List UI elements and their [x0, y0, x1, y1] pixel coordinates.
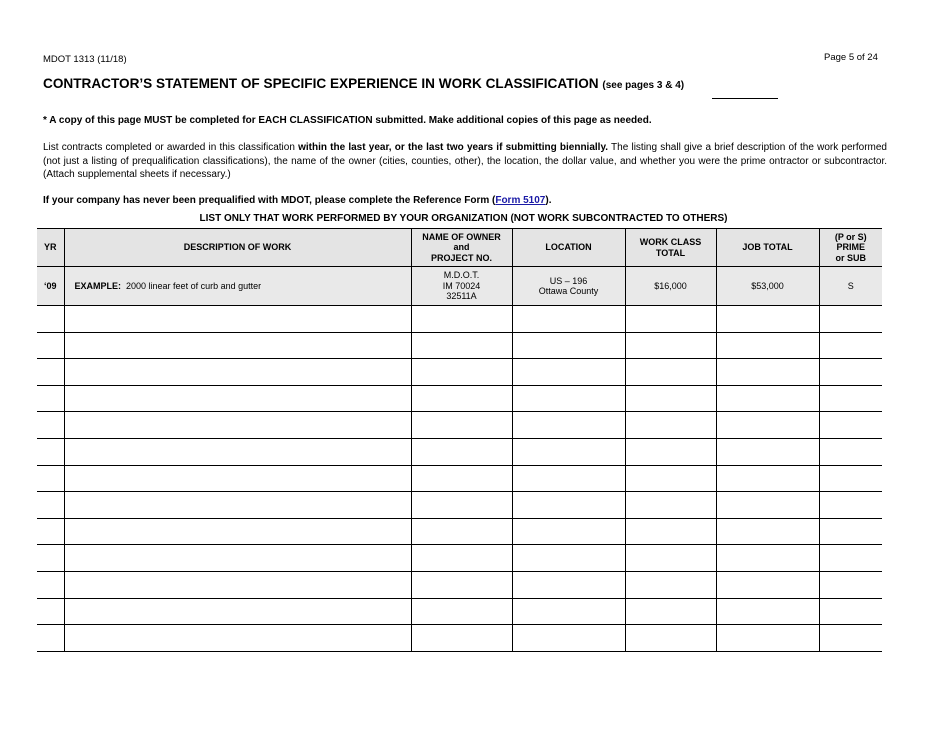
entry-cell-yr[interactable]: [37, 438, 64, 465]
entry-cell-job-total[interactable]: [716, 332, 819, 359]
entry-cell-prime-or-sub[interactable]: [819, 545, 882, 572]
entry-cell-owner[interactable]: [411, 385, 512, 412]
entry-cell-description[interactable]: [64, 332, 411, 359]
entry-cell-description[interactable]: [64, 571, 411, 598]
table-row: [37, 306, 882, 333]
table-row: [37, 465, 882, 492]
example-owner-line2: IM 70024: [442, 280, 481, 291]
table-row: [37, 545, 882, 572]
entry-cell-job-total[interactable]: [716, 492, 819, 519]
table-row: [37, 385, 882, 412]
copy-notice: * A copy of this page MUST be completed for EACH CLASSIFICATION submitted. Make additional copies of this page as needed.: [43, 115, 652, 126]
entry-cell-job-total[interactable]: [716, 625, 819, 652]
entry-cell-work-class-total[interactable]: [625, 465, 716, 492]
instructions-text-1: List contracts completed or awarded in this classification: [43, 142, 299, 153]
entry-cell-location[interactable]: [512, 306, 625, 333]
entry-cell-prime-or-sub[interactable]: [819, 306, 882, 333]
entry-cell-work-class-total[interactable]: [625, 492, 716, 519]
table-row: [37, 598, 882, 625]
entry-cell-location[interactable]: [512, 412, 625, 439]
entry-cell-prime-or-sub[interactable]: [819, 465, 882, 492]
example-job-total: $53,000: [716, 267, 819, 306]
entry-cell-work-class-total[interactable]: [625, 571, 716, 598]
entry-cell-description[interactable]: [64, 359, 411, 386]
entry-cell-description[interactable]: [64, 518, 411, 545]
header-ps-line1: (P or S): [834, 231, 867, 242]
table-row: [37, 359, 882, 386]
entry-cell-location[interactable]: [512, 332, 625, 359]
instructions-bold: within the last year, or the last two years if submitting biennially.: [298, 142, 609, 153]
entry-cell-job-total[interactable]: [716, 598, 819, 625]
entry-cell-prime-or-sub[interactable]: [819, 332, 882, 359]
entry-cell-work-class-total[interactable]: [625, 412, 716, 439]
table-row: [37, 412, 882, 439]
example-location-line2: Ottawa County: [538, 286, 599, 296]
example-work-class-total: $16,000: [625, 267, 716, 306]
entry-cell-location[interactable]: [512, 465, 625, 492]
entry-cell-location[interactable]: [512, 598, 625, 625]
entry-cell-owner[interactable]: [411, 438, 512, 465]
entry-cell-owner[interactable]: [411, 332, 512, 359]
entry-cell-location[interactable]: [512, 545, 625, 572]
entry-cell-yr[interactable]: [37, 306, 64, 333]
entry-cell-owner[interactable]: [411, 306, 512, 333]
entry-cell-yr[interactable]: [37, 625, 64, 652]
entry-cell-owner[interactable]: [411, 545, 512, 572]
example-prime-or-sub: S: [819, 267, 882, 306]
entry-cell-yr[interactable]: [37, 545, 64, 572]
header-wc-line2: TOTAL: [655, 247, 686, 258]
entry-cell-work-class-total[interactable]: [625, 518, 716, 545]
entry-cell-yr[interactable]: [37, 385, 64, 412]
header-location: LOCATION: [512, 229, 625, 267]
entry-cell-location[interactable]: [512, 625, 625, 652]
example-owner: [411, 267, 512, 306]
page-number: Page 5 of 24: [824, 52, 878, 63]
entry-cell-yr[interactable]: [37, 465, 64, 492]
entry-cell-yr[interactable]: [37, 412, 64, 439]
entry-cell-owner[interactable]: [411, 359, 512, 386]
entry-cell-job-total[interactable]: [716, 465, 819, 492]
entry-cell-description[interactable]: [64, 625, 411, 652]
example-yr: ‘09: [37, 267, 64, 306]
table-row: [37, 438, 882, 465]
entry-cell-job-total[interactable]: [716, 306, 819, 333]
entry-cell-work-class-total[interactable]: [625, 598, 716, 625]
form-5107-link[interactable]: Form 5107: [495, 195, 546, 206]
entry-cell-location[interactable]: [512, 571, 625, 598]
entry-cell-work-class-total[interactable]: [625, 306, 716, 333]
entry-cell-yr[interactable]: [37, 492, 64, 519]
entry-cell-description[interactable]: [64, 385, 411, 412]
entry-cell-description[interactable]: [64, 598, 411, 625]
entry-cell-owner[interactable]: [411, 412, 512, 439]
entry-cell-work-class-total[interactable]: [625, 545, 716, 572]
entry-cell-owner[interactable]: [411, 518, 512, 545]
entry-cell-job-total[interactable]: [716, 518, 819, 545]
entry-cell-yr[interactable]: [37, 359, 64, 386]
entry-cell-prime-or-sub[interactable]: [819, 518, 882, 545]
entry-cell-owner[interactable]: [411, 598, 512, 625]
table-header-row: [37, 229, 882, 267]
entry-cell-yr[interactable]: [37, 332, 64, 359]
entry-cell-description[interactable]: [64, 465, 411, 492]
entry-cell-location[interactable]: [512, 518, 625, 545]
entry-cell-description[interactable]: [64, 438, 411, 465]
page-title: [43, 76, 684, 91]
title-main: CONTRACTOR’S STATEMENT OF SPECIFIC EXPERIENCE IN WORK CLASSIFICATION: [43, 76, 603, 91]
instructions-paragraph: [43, 141, 887, 182]
table-row: [37, 492, 882, 519]
entry-cell-description[interactable]: [64, 306, 411, 333]
experience-table: [37, 228, 882, 652]
entry-cell-prime-or-sub[interactable]: [819, 571, 882, 598]
entry-cell-description[interactable]: [64, 545, 411, 572]
table-row: [37, 571, 882, 598]
instructions-text-2: The listing shall give a brief description of the work performed (not just a listing of prequalification classifications), the name of the owner (cities, counties, other), the location, the dollar value, and whether you were the prime ontractor or subcontractor. (Attach supplemental sheets if necessary.): [43, 142, 887, 180]
entry-cell-description[interactable]: [64, 412, 411, 439]
example-location-line1: US – 196: [549, 275, 588, 286]
entry-cell-location[interactable]: [512, 438, 625, 465]
entry-cell-location[interactable]: [512, 359, 625, 386]
entry-cell-prime-or-sub[interactable]: [819, 412, 882, 439]
entry-cell-owner[interactable]: [411, 571, 512, 598]
header-prime-or-sub: [819, 229, 882, 267]
header-owner: [411, 229, 512, 267]
entry-cell-job-total[interactable]: [716, 385, 819, 412]
header-work-class-total: [625, 229, 716, 267]
entry-cell-prime-or-sub[interactable]: [819, 438, 882, 465]
entry-cell-job-total[interactable]: [716, 438, 819, 465]
header-ps-line2: PRIME: [836, 242, 865, 253]
entry-cell-prime-or-sub[interactable]: [819, 492, 882, 519]
entry-cell-location[interactable]: [512, 492, 625, 519]
header-yr: YR: [37, 229, 64, 267]
entry-cell-prime-or-sub[interactable]: [819, 598, 882, 625]
table-caption: LIST ONLY THAT WORK PERFORMED BY YOUR ORGANIZATION (NOT WORK SUBCONTRACTED TO OTHERS): [199, 213, 728, 224]
entry-cell-work-class-total[interactable]: [625, 359, 716, 386]
reference-form-note: [43, 195, 551, 206]
entry-cell-work-class-total[interactable]: [625, 332, 716, 359]
table-row: [37, 625, 882, 652]
header-job-total: JOB TOTAL: [716, 229, 819, 267]
table-row: [37, 332, 882, 359]
entry-cell-job-total[interactable]: [716, 571, 819, 598]
entry-cell-job-total[interactable]: [716, 545, 819, 572]
entry-cell-prime-or-sub[interactable]: [819, 359, 882, 386]
classification-blank-line[interactable]: [712, 98, 778, 99]
example-description: [64, 267, 411, 306]
example-row: [37, 267, 882, 306]
reference-text-after: ).: [545, 195, 552, 206]
entry-cell-location[interactable]: [512, 385, 625, 412]
table-row: [37, 518, 882, 545]
entry-cell-yr[interactable]: [37, 571, 64, 598]
entry-cell-work-class-total[interactable]: [625, 438, 716, 465]
header-owner-line1: NAME OF OWNER: [422, 231, 501, 242]
example-owner-line3: 32511A: [446, 291, 477, 302]
header-ps-line3: or SUB: [835, 252, 866, 263]
entry-cell-work-class-total[interactable]: [625, 625, 716, 652]
example-desc-text: 2000 linear feet of curb and gutter: [121, 280, 262, 291]
entry-cell-job-total[interactable]: [716, 412, 819, 439]
entry-cell-owner[interactable]: [411, 465, 512, 492]
entry-cell-description[interactable]: [64, 492, 411, 519]
entry-cell-prime-or-sub[interactable]: [819, 385, 882, 412]
header-description: DESCRIPTION OF WORK: [64, 229, 411, 267]
form-id: MDOT 1313 (11/18): [43, 54, 127, 65]
header-owner-line3: PROJECT NO.: [430, 252, 492, 263]
entry-cell-owner[interactable]: [411, 492, 512, 519]
entry-cell-work-class-total[interactable]: [625, 385, 716, 412]
header-wc-line1: WORK CLASS: [639, 237, 702, 247]
entry-cell-job-total[interactable]: [716, 359, 819, 386]
entry-cell-prime-or-sub[interactable]: [819, 625, 882, 652]
header-owner-line2: and: [453, 242, 470, 253]
reference-text-before: If your company has never been prequalified with MDOT, please complete the Reference Form (: [43, 195, 496, 206]
entry-cell-yr[interactable]: [37, 598, 64, 625]
example-location: [512, 267, 625, 306]
example-label: EXAMPLE:: [74, 280, 122, 291]
entry-cell-owner[interactable]: [411, 625, 512, 652]
title-note: (see pages 3 & 4): [602, 80, 685, 91]
entry-cell-yr[interactable]: [37, 518, 64, 545]
example-owner-line1: M.D.O.T.: [443, 270, 480, 281]
